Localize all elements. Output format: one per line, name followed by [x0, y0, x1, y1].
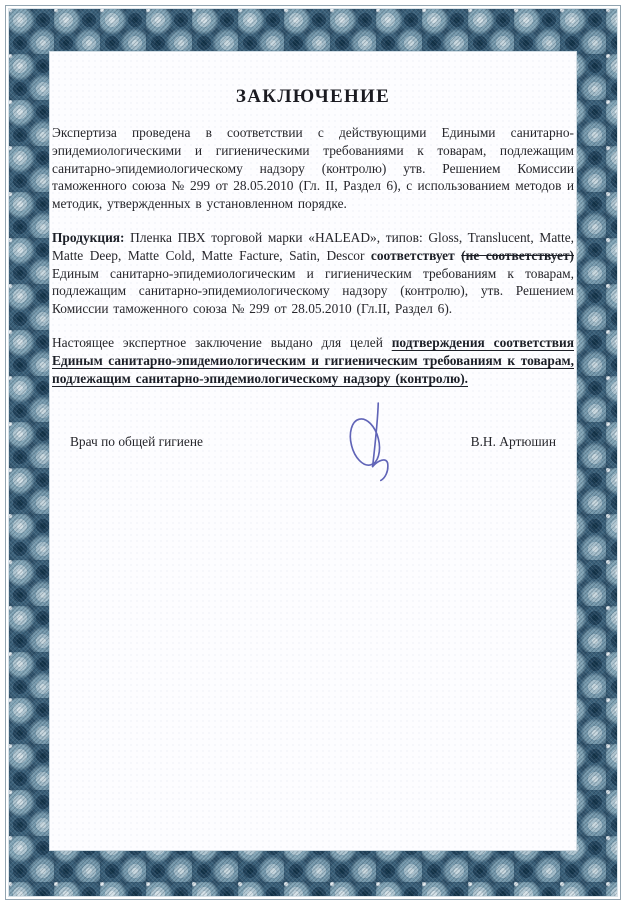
purpose-emphasis-underlined: подтверждения соответствия Единым санитарно-эпидемиологическим и гигиеническим требованиям к товарам, подлежащим санитарно-эпидемиологическому надзору (контролю). [52, 334, 574, 386]
purpose-lead: Настоящее экспертное заключение выдано для целей [52, 334, 392, 350]
not-conforms-strikethrough: (не соответствует) [461, 247, 574, 263]
conforms-text: соответствует [370, 247, 462, 263]
paragraph-purpose [52, 334, 574, 387]
signer-name: В.Н. Артюшин [470, 434, 556, 450]
signer-role: Врач по общей гигиене [70, 434, 203, 450]
product-label: Продукция: [52, 229, 125, 245]
signature-loop [346, 416, 384, 468]
document-title: ЗАКЛЮЧЕНИЕ [235, 86, 391, 107]
signature-autograph [344, 399, 392, 483]
product-tail: Единым санитарно-эпидемиологическим и гигиеническим требованиям к товарам, подлежащим санитарно-эпидемиологическому надзору (контролю), утв. Решением Комиссии таможенного союза № 299 от 28.05.2010 (Гл.II, Раздел 6). [52, 265, 574, 317]
paragraph-expertise-text: Экспертиза проведена в соответствии с действующими Едиными санитарно-эпидемиологическими и гигиеническими требованиями к товарам, подлежащим санитарно-эпидемиологическому надзору (контролю) утв. Решением Комиссии таможенного союза № 299 от 28.05.2010 (Гл. II, Раздел 6), с использованием методов и методик, утвержденных в установленном порядке. [52, 125, 574, 212]
signature-row [52, 433, 574, 451]
paragraph-expertise [52, 124, 574, 213]
product-body: Пленка ПВХ торговой марки «HALEAD», типов: Gloss, Translucent, Matte, Matte Deep, Matte Cold, Matte Facture, Satin, Descor [52, 229, 574, 263]
document-content [52, 52, 574, 451]
paragraph-product [52, 229, 574, 318]
